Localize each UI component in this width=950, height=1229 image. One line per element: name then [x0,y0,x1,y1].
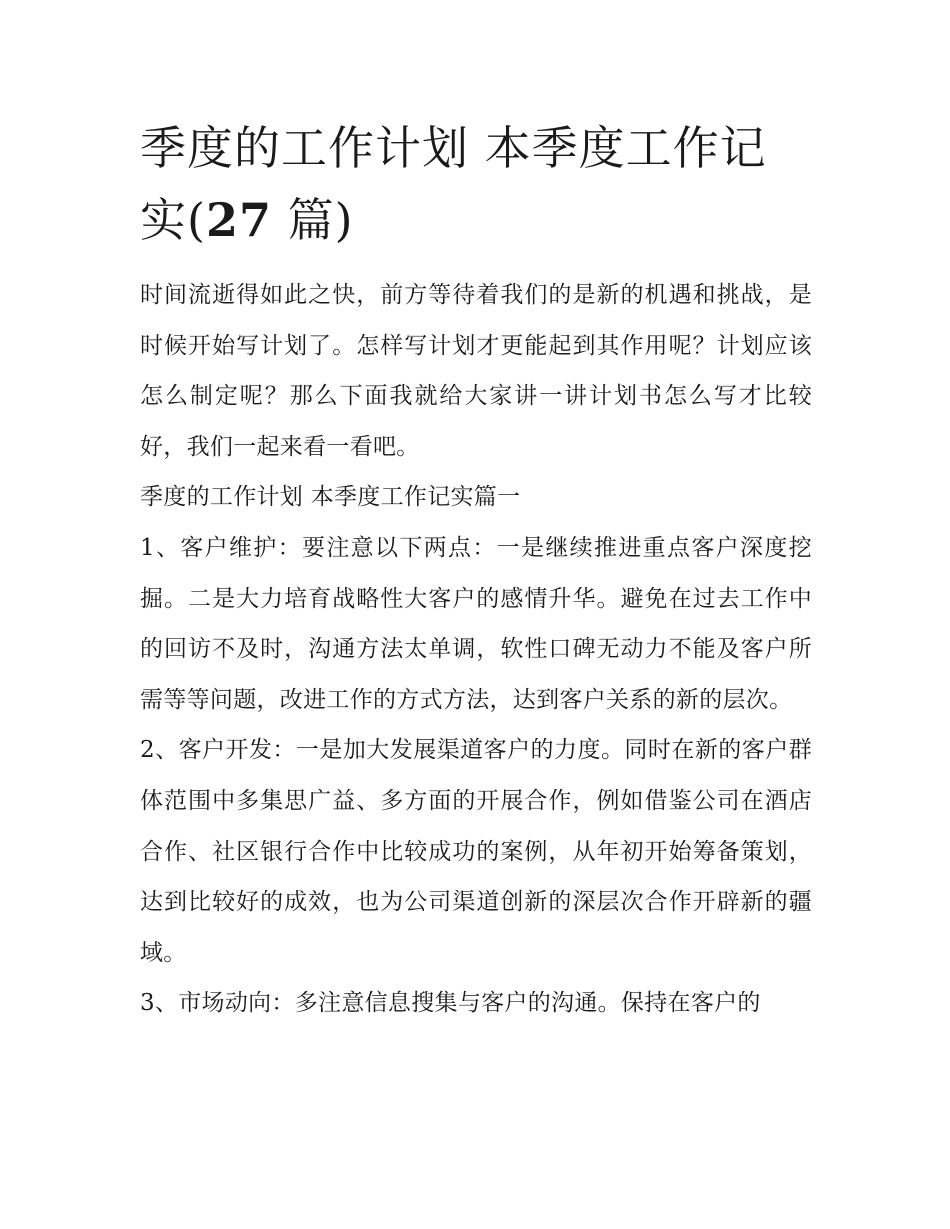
title-text: 季度的工作计划 本季度工作记实( [140,121,767,247]
paragraph-customer-maintenance: 1、客户维护：要注意以下两点：一是继续推进重点客户深度挖掘。二是大力培育战略性大客户的感情升华。避免在过去工作中的回访不及时，沟通方法太单调，软性口碑无动力不能及客户所需等等问题，改进工作的方式方法，达到客户关系的新的层次。 [140,534,812,713]
intro-paragraph: 时间流逝得如此之快，前方等待着我们的是新的机遇和挑战，是时候开始写计划了。怎样写计划才更能起到其作用呢？计划应该怎么制定呢？那么下面我就给大家讲一讲计划书怎么写才比较好，我们一起来看一看吧。 [140,282,812,460]
section-heading: 季度的工作计划 本季度工作记实篇一 [140,484,521,511]
title-count: 27 [205,193,272,247]
title-suffix: 篇) [271,193,354,247]
paragraph-market-trends: 3、市场动向：多注意信息搜集与客户的沟通。保持在客户的 [140,990,761,1017]
document-body [140,112,812,1029]
document-title [140,112,812,256]
paragraph-customer-development: 2、客户开发：一是加大发展渠道客户的力度。同时在新的客户群体范围中多集思广益、多方面的开展合作，例如借鉴公司在酒店合作、社区银行合作中比较成功的案例，从年初开始筹备策划，达到比较好的成效，也为公司渠道创新的深层次合作开辟新的疆域。 [140,737,812,966]
